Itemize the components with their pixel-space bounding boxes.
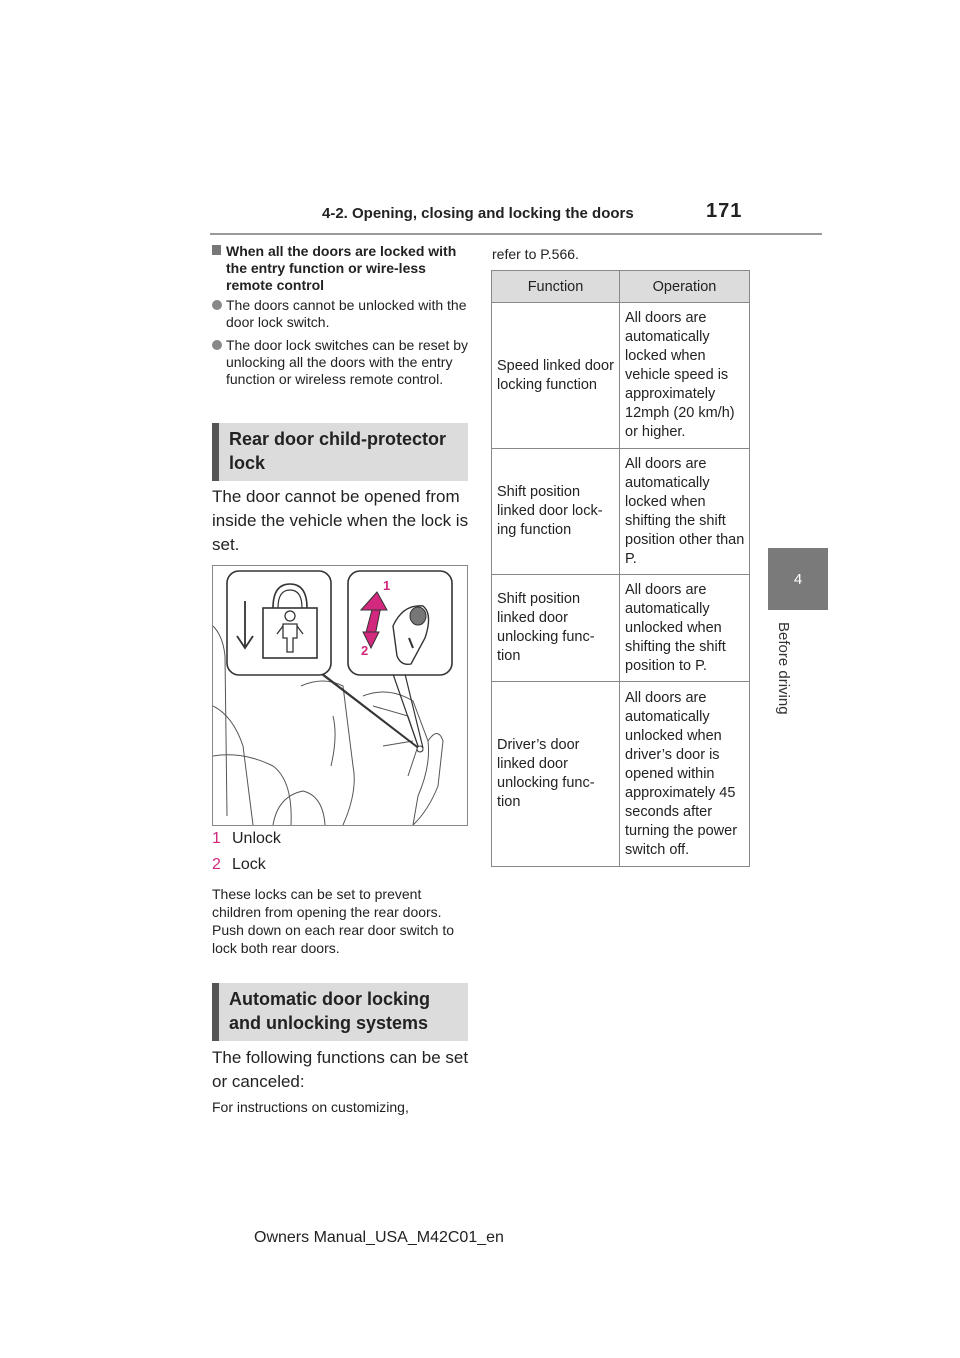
auto-lock-note-end: refer to P.566. [492,246,579,262]
column-header-function: Function [492,271,620,303]
table-cell-operation: All doors are automatically unlocked when driver’s door is opened within approximately 45 seconds after turning the power switch off. [620,682,750,867]
chapter-number: 4 [793,570,803,588]
page-number: 171 [706,200,743,222]
bullet-item: The doors cannot be unlocked with the door lock switch. [212,297,472,331]
circle-bullet-icon [212,340,222,350]
function-table [491,270,750,867]
table-cell-operation: All doors are automatically unlocked when shifting the shift position to P. [620,575,750,682]
child-lock-note: These locks can be set to prevent children from opening the rear doors. Push down on each rear door switch to lock both rear doors. [212,886,455,956]
auto-lock-intro: The following functions can be set or canceled: [212,1048,469,1091]
section-title: 4-2. Opening, closing and locking the doors [322,205,634,222]
column-header-operation: Operation [620,271,750,303]
auto-lock-note-start: For instructions on customizing, [212,1099,409,1115]
child-lock-illustration [212,565,468,826]
table-row [492,303,750,449]
footer-text: Owners Manual_USA_M42C01_en [254,1229,504,1246]
table-cell-operation: All doors are automatically locked when vehicle speed is approximately 12mph (20 km/h) or higher. [620,303,750,449]
figure-label-lock: 2 [361,643,369,658]
list-item: 2 Lock [212,856,266,873]
list-item: 1 Unlock [212,830,281,847]
door-illustration [213,566,467,825]
figure-label-unlock: 1 [383,578,391,593]
table-header-row [492,271,750,303]
auto-lock-heading: Automatic door locking and unlocking systems [212,983,468,1041]
header-divider [210,233,822,235]
bullet-item: The door lock switches can be reset by unlocking all the doors with the entry function or wireless remote control. [212,337,472,388]
table-cell-function: Driver’s door linked door unlocking func-tion [492,682,620,867]
table-row [492,575,750,682]
circle-bullet-icon [212,300,222,310]
table-cell-operation: All doors are automatically locked when shifting the shift position other than P. [620,449,750,575]
table-cell-function: Shift position linked door unlocking func-tion [492,575,620,682]
locked-note-heading: When all the doors are locked with the entry function or wire-less remote control [212,243,472,294]
child-lock-intro: The door cannot be opened from inside the vehicle when the lock is set. [212,487,469,554]
table-row [492,682,750,867]
chapter-tab [768,548,828,610]
chapter-side-label [772,622,792,732]
square-bullet-icon [212,245,221,255]
table-cell-function: Speed linked door locking function [492,303,620,449]
chapter-title: Before driving [775,622,792,715]
table-cell-function: Shift position linked door lock-ing function [492,449,620,575]
table-row [492,449,750,575]
child-lock-heading: Rear door child-protector lock [212,423,468,481]
